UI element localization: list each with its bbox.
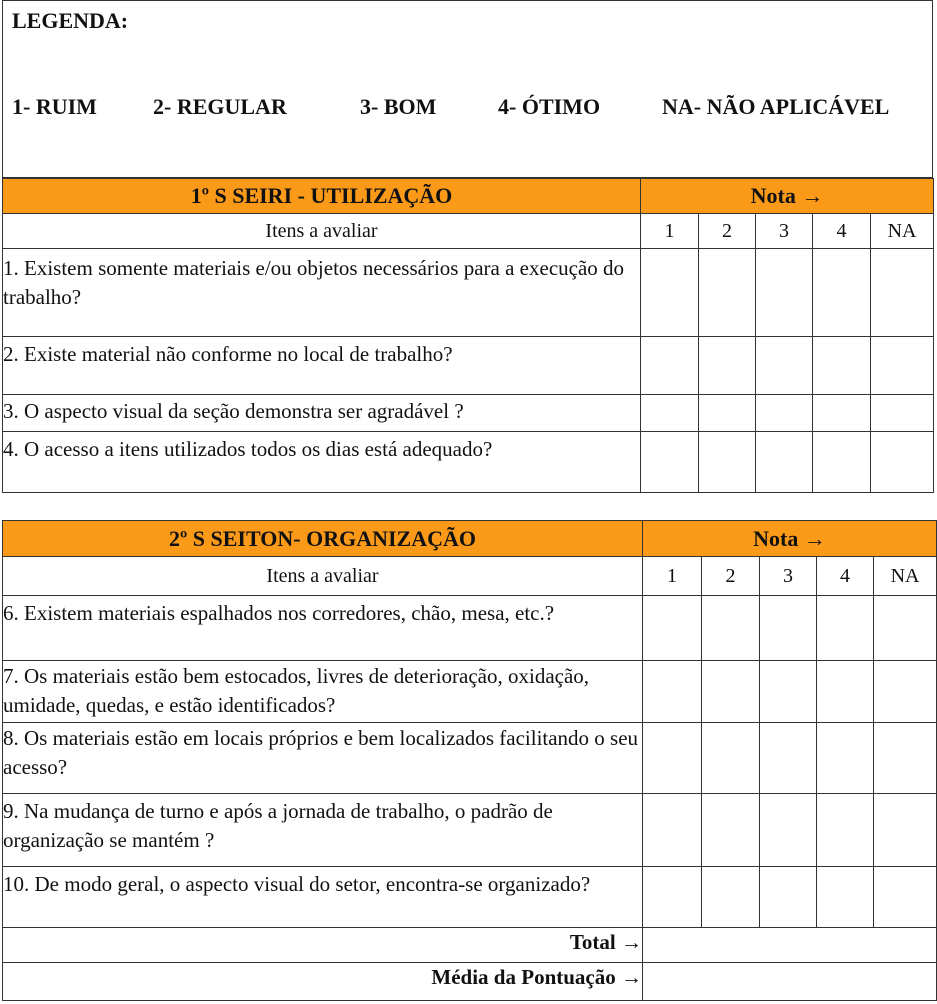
legend-box (2, 0, 933, 178)
score-cell-4[interactable] (817, 867, 874, 928)
total-value-cell[interactable] (643, 928, 937, 963)
score-cell-3[interactable] (756, 395, 813, 432)
score-cell-2[interactable] (699, 432, 756, 493)
score-cell-2[interactable] (702, 723, 760, 794)
score-cell-2[interactable] (699, 249, 756, 337)
question-row (3, 723, 937, 794)
score-cell-2[interactable] (702, 794, 760, 867)
score-cell-1[interactable] (643, 661, 702, 723)
media-label: Média da Pontuação → (3, 963, 643, 1001)
score-cell-1[interactable] (641, 395, 699, 432)
legend-item-regular: 2- REGULAR (153, 94, 287, 119)
question-row (3, 432, 934, 493)
question-row (3, 661, 937, 723)
question-row (3, 794, 937, 867)
seiri-table (2, 178, 934, 493)
score-cell-na[interactable] (871, 395, 934, 432)
col-header-2: 2 (702, 557, 760, 596)
score-cell-1[interactable] (643, 794, 702, 867)
score-cell-1[interactable] (643, 867, 702, 928)
score-cell-4[interactable] (813, 249, 871, 337)
question-text: 7. Os materiais estão bem estocados, livres de deterioração, oxidação, umidade, quedas, e estão identificados? (3, 661, 643, 723)
score-cell-na[interactable] (874, 596, 937, 661)
score-cell-1[interactable] (641, 337, 699, 395)
score-cell-na[interactable] (874, 794, 937, 867)
score-cell-1[interactable] (643, 596, 702, 661)
nota-label: Nota → (643, 521, 937, 557)
score-cell-na[interactable] (874, 723, 937, 794)
column-header-row (3, 557, 937, 596)
score-cell-4[interactable] (817, 794, 874, 867)
score-cell-4[interactable] (813, 395, 871, 432)
question-text: 10. De modo geral, o aspecto visual do setor, encontra-se organizado? (3, 867, 643, 928)
question-text: 2. Existe material não conforme no local de trabalho? (3, 337, 641, 395)
score-cell-3[interactable] (760, 794, 817, 867)
col-header-3: 3 (760, 557, 817, 596)
legend-item-otimo: 4- ÓTIMO (498, 94, 601, 119)
score-cell-3[interactable] (756, 432, 813, 493)
score-cell-2[interactable] (699, 395, 756, 432)
score-cell-2[interactable] (702, 596, 760, 661)
score-cell-na[interactable] (874, 661, 937, 723)
section-title: 2º S SEITON- ORGANIZAÇÃO (3, 521, 643, 557)
score-cell-na[interactable] (874, 867, 937, 928)
question-row (3, 249, 934, 337)
col-header-1: 1 (643, 557, 702, 596)
score-cell-3[interactable] (760, 723, 817, 794)
question-text: 8. Os materiais estão em locais próprios e bem localizados facilitando o seu acesso? (3, 723, 643, 794)
question-text: 3. O aspecto visual da seção demonstra ser agradável ? (3, 395, 641, 432)
section-header-row (3, 521, 937, 557)
score-cell-3[interactable] (760, 596, 817, 661)
section-title: 1º S SEIRI - UTILIZAÇÃO (3, 179, 641, 214)
score-cell-3[interactable] (756, 337, 813, 395)
col-header-na: NA (871, 214, 934, 249)
score-cell-4[interactable] (817, 596, 874, 661)
score-cell-2[interactable] (702, 867, 760, 928)
question-text: 1. Existem somente materiais e/ou objetos necessários para a execução do trabalho? (3, 249, 641, 337)
col-header-1: 1 (641, 214, 699, 249)
score-cell-4[interactable] (817, 661, 874, 723)
score-cell-4[interactable] (813, 337, 871, 395)
score-cell-1[interactable] (641, 249, 699, 337)
question-text: 4. O acesso a itens utilizados todos os dias está adequado? (3, 432, 641, 493)
items-header: Itens a avaliar (3, 214, 641, 249)
score-cell-4[interactable] (813, 432, 871, 493)
score-cell-1[interactable] (643, 723, 702, 794)
score-cell-na[interactable] (871, 432, 934, 493)
score-cell-na[interactable] (871, 249, 934, 337)
question-text: 9. Na mudança de turno e após a jornada de trabalho, o padrão de organização se mantém ? (3, 794, 643, 867)
question-row (3, 867, 937, 928)
nota-label: Nota → (641, 179, 934, 214)
total-row (3, 928, 937, 963)
score-cell-4[interactable] (817, 723, 874, 794)
col-header-4: 4 (817, 557, 874, 596)
legend-title: LEGENDA: (12, 8, 129, 33)
media-value-cell[interactable] (643, 963, 937, 1001)
seiton-table (2, 520, 937, 1001)
score-cell-3[interactable] (760, 661, 817, 723)
score-cell-3[interactable] (760, 867, 817, 928)
column-header-row (3, 214, 934, 249)
legend-item-bom: 3- BOM (360, 94, 437, 119)
legend-item-na: NA- NÃO APLICÁVEL (662, 94, 890, 119)
legend-item-ruim: 1- RUIM (12, 94, 97, 119)
media-row (3, 963, 937, 1001)
total-label: Total → (3, 928, 643, 963)
score-cell-2[interactable] (702, 661, 760, 723)
col-header-3: 3 (756, 214, 813, 249)
question-row (3, 337, 934, 395)
score-cell-2[interactable] (699, 337, 756, 395)
col-header-4: 4 (813, 214, 871, 249)
question-row (3, 596, 937, 661)
score-cell-3[interactable] (756, 249, 813, 337)
col-header-na: NA (874, 557, 937, 596)
section-header-row (3, 179, 934, 214)
score-cell-na[interactable] (871, 337, 934, 395)
question-text: 6. Existem materiais espalhados nos corredores, chão, mesa, etc.? (3, 596, 643, 661)
items-header: Itens a avaliar (3, 557, 643, 596)
score-cell-1[interactable] (641, 432, 699, 493)
col-header-2: 2 (699, 214, 756, 249)
question-row (3, 395, 934, 432)
